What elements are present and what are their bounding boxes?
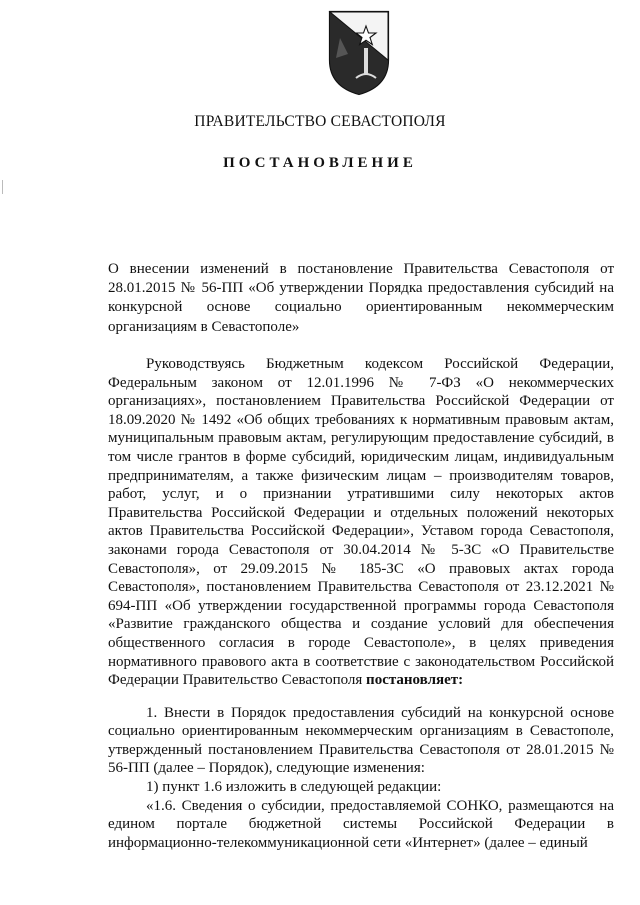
document-type-title: ПОСТАНОВЛЕНИЕ: [223, 155, 417, 171]
government-name: ПРАВИТЕЛЬСТВО СЕВАСТОПОЛЯ: [194, 113, 446, 130]
preamble-paragraph: [108, 355, 614, 690]
scan-edge-mark: [2, 180, 3, 194]
resolves-text: постановляет:: [366, 672, 464, 689]
item-1-paragraph: 1. Внести в Порядок предоставления субсидий на конкурсной основе социально ориентированным некоммерческим организациям в Севастополе, утвержденный постановлением Правительства Севастополя от 28.01.2015 № 56-ПП (далее – Порядок), следующие изменения:: [108, 704, 614, 777]
item-1-1-text-paragraph: «1.6. Сведения о субсидии, предоставляемой СОНКО, размещаются на едином портале бюджетной системы Российской Федерации в информационно-телекоммуникационной сети «Интернет» (далее – единый: [108, 797, 614, 851]
preamble-text: Руководствуясь Бюджетным кодексом Российской Федерации, Федеральным законом от 12.01.1996 № 7-ФЗ «О некоммерческих организациях», постановлением Правительства Российской Федерации от 18.09.2020 № 1492 «Об общих требованиях к нормативным правовым актам, муниципальным правовым актам, регулирующим предоставление субсидий, в том числе грантов в форме субсидий, юридическим лицам, индивидуальным предпринимателям, а также физическим лицам – производителям товаров, работ, услуг, и о признании утратившими силу некоторых актов Правительства Российской Федерации и отдельных положений некоторых актов Правительства Российской Федерации», Уставом города Севастополя, законами города Севастополя от 30.04.2014 № 5-ЗС «О Правительстве Севастополя», от 29.09.2015 № 185-ЗС «О правовых актах города Севастополя», постановлением Правительства Севастополя от 23.12.2021 № 694-ПП «Об утверждении государственной программы города Севастополя «Развитие гражданского общества и создание условий для обеспечения общественного согласия в городе Севастополе», в целях приведения нормативного правового акта в соответствие с законодательством Российской Федерации Правительство Севастополя: [108, 356, 614, 689]
document-body: [108, 355, 614, 852]
item-1-1-paragraph: 1) пункт 1.6 изложить в следующей редакции:: [146, 779, 442, 796]
document-subject: О внесении изменений в постановление Правительства Севастополя от 28.01.2015 № 56-ПП «Об утверждении Порядка предоставления субсидий на конкурсной основе социально ориентированным некоммерческим организациям в Севастополе»: [108, 261, 614, 335]
sevastopol-coat-of-arms-icon: [326, 8, 392, 96]
